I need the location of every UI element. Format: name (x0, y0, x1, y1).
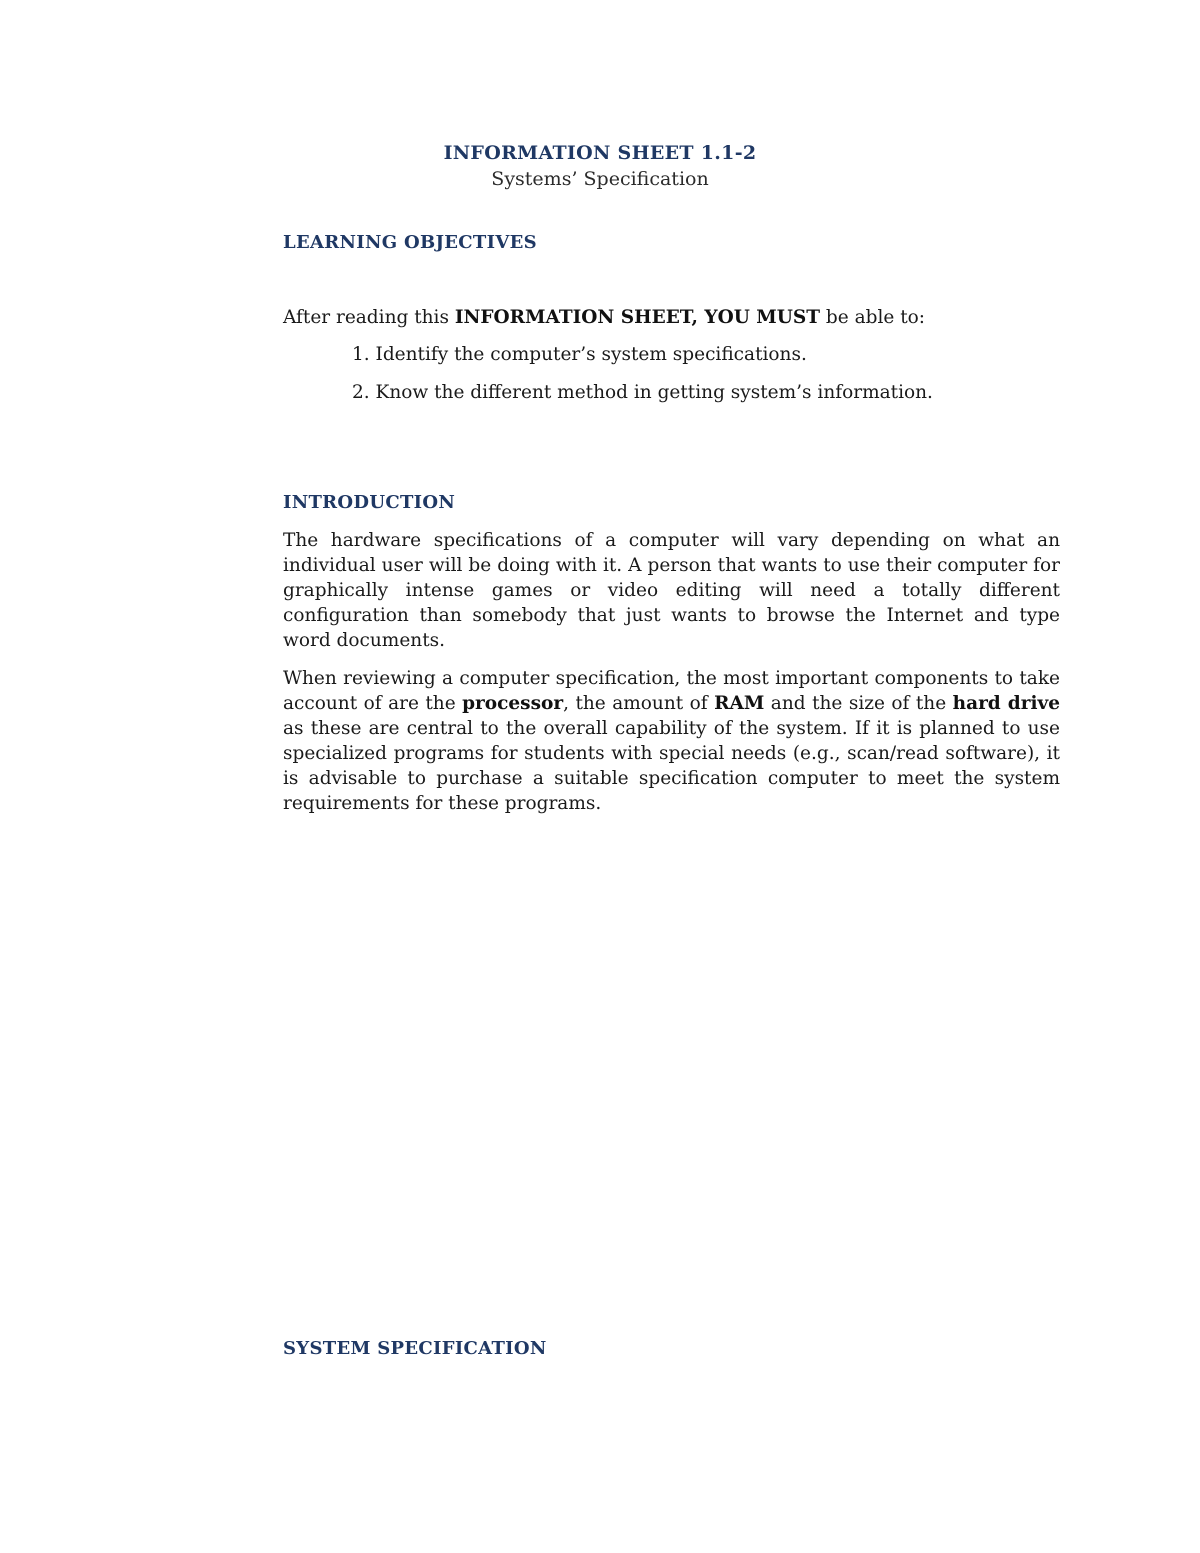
objective-item: 1. Identify the computer’s system specifications. (352, 344, 807, 365)
introduction-heading: INTRODUCTION (283, 492, 456, 513)
objectives-list (352, 342, 933, 418)
objective-item: 2. Know the different method in getting system’s information. (352, 382, 933, 403)
system-specification-heading: SYSTEM SPECIFICATION (283, 1338, 547, 1359)
document-subtitle: Systems’ Specification (491, 168, 709, 190)
introduction-paragraph-1: The hardware specifications of a computer will vary depending on what an individual user will be doing with it. A person that wants to use their computer for graphically intense games or video editing will need a totally different configuration than somebody that just wants to browse the Internet and type word documents. (283, 530, 1060, 651)
paragraph-2-text: When reviewing a computer specification, the most important components to take account of are the (283, 668, 1060, 714)
paragraph-2-text: as these are central to the overall capability of the system. If it is planned to use specialized programs for students with special needs (e.g., scan/read software), it is advisable to purchase a suitable specification computer to meet the system requirements for these programs. (283, 718, 1060, 814)
objectives-lead-prefix: After reading this (283, 307, 455, 328)
processor-term: processor (462, 693, 564, 714)
document-title: INFORMATION SHEET 1.1-2 (443, 142, 757, 164)
hard-drive-term: hard drive (952, 693, 1061, 714)
objectives-lead-suffix: be able to: (820, 307, 926, 328)
ram-term: RAM (714, 693, 765, 714)
learning-objectives-heading: LEARNING OBJECTIVES (283, 232, 537, 253)
paragraph-2-text: , the amount of (563, 693, 715, 714)
objectives-lead (283, 305, 1060, 330)
paragraph-2-text: and the size of the (764, 693, 953, 714)
objectives-lead-bold: INFORMATION SHEET, YOU MUST (454, 307, 821, 328)
introduction-paragraph-2 (283, 666, 1060, 816)
